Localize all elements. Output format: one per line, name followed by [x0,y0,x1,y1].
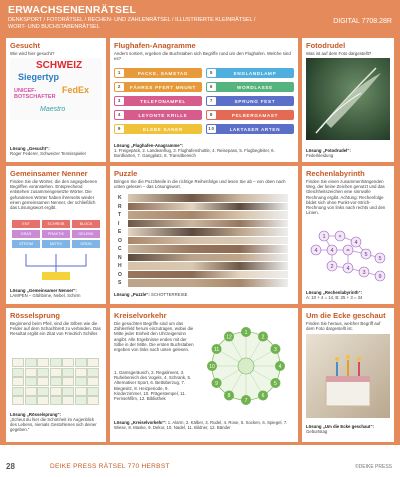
card-gesucht [6,38,106,162]
roessel-field [12,377,24,386]
anagram-number: 9 [115,125,124,133]
anagram-word: WORDLASSE [237,84,273,90]
anagram-number: 1 [115,69,124,77]
roessel-field [50,368,62,377]
labyrinth-node [343,245,353,255]
kreisel-node [212,344,222,354]
card-ecke [302,308,394,442]
roessel-field [62,396,74,405]
flug-title: Flughafen-Anagramme [114,41,196,50]
svg-text:5: 5 [378,256,382,262]
svg-text:8: 8 [227,393,231,400]
kreisel-node [270,344,280,354]
anagram-pill [114,96,202,106]
labyrinth-node [335,231,345,241]
anagram-number: 7 [207,97,216,105]
card-fotodrudel [302,38,394,162]
roessel-field [87,368,99,377]
puzzle-title: Puzzle [114,169,138,178]
page-subtitle: DENKSPORT / FOTORÄTSEL / RECHEN- UND ZAHLENRÄTSEL / ILLUSTRIERTE KLEINRÄTSEL / WORT- UND BUCHSTABENRÄTSEL [8,17,256,30]
roessel-field [37,358,49,367]
kreisel-node [224,332,234,342]
word-schweiz: SCHWEIZ [36,60,83,71]
puzzle-letter: S [118,280,122,286]
puzzle-answer: Lösung „Puzzle“: SCHOTTERREISE [114,292,188,297]
anagram-number: 8 [207,111,216,119]
page-footer [0,448,400,477]
puzzle-intro: Bringen Sie die Puzzleteile in die richtige Reihenfolge und lesen Sie ab – von oben nach unten gelesen – das Lösungswort. [114,179,286,190]
roessel-field [12,368,24,377]
anagram-pill [206,68,294,78]
svg-text:9: 9 [378,274,382,280]
nenner-arrows [12,220,100,282]
kreisel-node [207,361,217,371]
kreis-answer: Lösung „Kreiselvorkehr“: 1. Alarm, 2. Kälber, 3. Rudel, 4. Rose, 5. Socken, 6. Spiegel, 7. Wiese, 8. Maske, 9. Dekor, 10. Nadel, 11. Bildner, 12. Bänder [114,420,288,431]
anagram-number: 2 [115,83,124,91]
roessel-field [25,377,37,386]
magazine-name: DEIKE PRESS RÄTSEL 770 HERBST [50,463,170,470]
anagram-word: PELBERGAMAST [231,112,279,118]
puzzle-letter: H [118,263,122,269]
roessel-field [75,368,87,377]
roessel-field [25,387,37,396]
word-fedex: FedEx [62,85,90,95]
roessel-field [75,358,87,367]
anagram-word: SPRUNG FEST [234,98,276,104]
puzzle-letter: E [118,229,122,235]
kreisel-node [241,327,251,337]
svg-text:1: 1 [244,329,248,336]
roessel-field [62,358,74,367]
roessel-field [25,368,37,377]
labyrinth-node [311,245,321,255]
kreisel-node [241,395,251,405]
nenner-title: Gemeinsamer Nenner [10,169,88,178]
anagram-word: LAKTASER ARTEN [229,126,281,132]
gesucht-intro: Wie wird hier gesucht? [10,51,55,56]
ecke-title: Um die Ecke geschaut [306,311,386,320]
nenner-word: MOTIV [42,240,70,248]
svg-text:1: 1 [322,234,326,240]
anagram-pill [114,124,202,134]
roessel-field [12,358,24,367]
word-maestro: Maestro [40,106,66,113]
roessel-field [12,387,24,396]
page-header [8,4,392,34]
puzzle-letter: T [118,212,122,218]
anagram-word: ENGLANDLAMP [233,70,277,76]
puzzle-strip [128,220,288,228]
roessel-field [87,396,99,405]
anagram-word: ELSBE SANER [142,126,184,132]
svg-text:12: 12 [226,334,232,341]
roessel-field [37,396,49,405]
roessel-field [87,377,99,386]
svg-text:3: 3 [362,270,366,276]
rechen-answer: Lösung „Rechenlabyrinth“: A: 10 + 4 = 14, B: 25 + 3 = 34 [306,290,363,301]
svg-text:4: 4 [354,240,358,246]
svg-text:4: 4 [330,248,334,254]
foto-intro: Was ist auf dem Foto dargestellt? [306,51,372,56]
roessel-field [25,396,37,405]
roessel-field [62,377,74,386]
svg-text:5: 5 [274,380,277,387]
puzzle-strip [128,245,288,253]
anagram-pill [206,96,294,106]
puzzle-letter: I [118,220,120,227]
roessel-field [50,396,62,405]
flug-answer: Lösung „Flughafen-Anagramme“: 1. Freigepäck, 2. Landeanflug, 3. Flughafenshuttle, 4. Reisepass, 5. Flugbegleiter, 6. Bordkarten, 7. Gangplatz, 8. Transitbereich [114,143,275,159]
anagram-pill [114,110,202,120]
rechen-title: Rechenlabyrinth [306,169,365,178]
puzzle-strip [128,271,288,279]
labyrinth-node [359,267,369,277]
anagram-pill [206,82,294,92]
roessel-field [50,377,62,386]
labyrinth-node [375,271,385,281]
anagram-number: 6 [207,83,216,91]
card-nenner [6,166,106,304]
kreisel-node [258,390,268,400]
puzzle-letter: C [118,246,122,252]
roessel-field [62,387,74,396]
anagram-number: 4 [115,111,124,119]
roessel-field [50,387,62,396]
roessel-field [75,396,87,405]
puzzle-letter: O [118,237,122,244]
nenner-word: PRAKTIK [42,230,70,238]
svg-text:10: 10 [209,363,215,370]
labyrinth-node [361,249,371,259]
card-kreisel [110,308,298,442]
labyrinth-node [319,231,329,241]
ecke-intro: Finden Sie heraus, welcher Begriff auf dem Foto dargestellt ist. [306,321,381,332]
puzzle-letter: N [118,254,122,261]
roessel-field [12,396,24,405]
ecke-image [306,334,390,418]
roessel-field [75,387,87,396]
anagram-pill [206,110,294,120]
svg-text:4: 4 [346,266,350,272]
svg-text:9: 9 [215,380,218,387]
roessel-field [37,377,49,386]
roessel-field [87,387,99,396]
anagram-number: 3 [115,97,124,105]
kreis-clues: 1. Gamsgeräusch, 2. Regaliment, 3. Ruhebereich des Vogels, 4. Schrank, 5. Alternativer Sport, 6. Bettüberzug, 7. Biegesitz, 8. Heizperiode, 9. Kinderzimmer, 10. Prägestempel, 11. Fernsehfilm, 12. Bibliothek [114,370,192,402]
labyrinth-node [327,245,337,255]
card-rechen [302,166,394,304]
rechen-labyrinth [306,228,390,288]
puzzle-strip [128,254,288,262]
kreisel-node [224,390,234,400]
word-unicef: UNICEF-BOTSCHAFTER [14,88,56,100]
anagram-pill [114,68,202,78]
kreisel-diagram [198,318,294,414]
labyrinth-node [343,263,353,273]
roessel-field [75,377,87,386]
nenner-word: GRÜN [72,240,100,248]
puzzle-strip [128,228,288,236]
svg-text:×: × [338,234,342,240]
publisher: ©DEIKE PRESS [354,464,392,470]
foto-image [306,58,390,140]
puzzle-letter: K [118,195,122,201]
kreisel-node [270,378,280,388]
nenner-word: GRAS [12,230,40,238]
labyrinth-node [351,237,361,247]
kreisel-node [258,332,268,342]
puzzle-letter: R [118,203,122,210]
gesucht-word-cloud [10,58,102,120]
puzzle-strip [128,203,288,211]
feather-icon [306,58,390,140]
kreisel-node [212,378,222,388]
ecke-answer: Lösung „Um die Ecke geschaut“: Geburtstag [306,424,375,435]
anagram-number: 5 [207,69,216,77]
svg-text:2: 2 [261,334,265,341]
roessel-field [37,368,49,377]
svg-text:3: 3 [274,346,277,353]
foto-title: Fotodrudel [306,41,346,50]
puzzle-strip [128,211,288,219]
puzzle-strip [128,237,288,245]
nenner-word: ENT [12,220,40,228]
roessel-board [12,358,100,406]
puzzle-strip [128,279,288,287]
anagram-pill [206,124,294,134]
gesucht-answer: Lösung „Gesucht“: Roger Federer, Schweizer Tennisspieler [10,146,87,157]
gesucht-title: Gesucht [10,41,41,50]
svg-text:=: = [346,248,350,254]
nenner-answer: Lösung „Gemeinsamer Nenner“: LAMPEN – Glühbirne, Nebel, Schirm [10,288,81,299]
anagram-pill [114,82,202,92]
nenner-intro: Finden Sie die Wörter, die den angegebenen Begriffen voranstehen. Entsprechend entstehen zusammengesetzte Wörter. Die gefundenen Wörter haben ihrerseits wieder einen gemeinsamen Nenner, der schließlich das Lösungswort ergibt. [10,179,98,211]
anagram-word: FÄHRES PFERT MNUNT [130,84,196,90]
svg-text:11: 11 [213,346,220,353]
nenner-word: STROM [12,240,40,248]
roessel-title: Rösselsprung [10,311,61,320]
svg-text:4: 4 [314,248,318,254]
puzzle-letter: O [118,271,122,278]
roessel-field [37,387,49,396]
anagram-word: PACKE, SAMSTAG [137,70,189,76]
nenner-word: GELENK [72,230,100,238]
roessel-intro: Beginnend beim Pfeil, sind die Silben wie die Felder auf dem Schachbrett zu verbinden. Das Resultat ergibt ein Zitat von Friedrich Schiller. [10,321,101,337]
roessel-answer: Lösung „Rösselsprung“: „Scheut du hier die Schönheit im Augenblick des Lebens, niemals Gestohlenes sich deiner gegeben.“ [10,412,97,433]
nenner-diagram [12,220,100,282]
svg-text:4: 4 [278,363,282,370]
page-title: ERWACHSENENRÄTSEL [8,4,137,16]
anagram-number: 10 [208,126,215,131]
kreisel-node [275,361,285,371]
roessel-field [25,358,37,367]
card-puzzle [110,166,298,304]
anagram-word: TELEFONAMPEL [140,98,186,104]
word-siegertyp: Siegertyp [18,72,60,82]
svg-text:7: 7 [244,397,248,404]
flug-intro: Anders sortiert, ergeben die Buchstaben sich Begriffe rund um den Flughafen. Welche sind es? [114,51,291,62]
roessel-field [87,358,99,367]
card-roessel [6,308,106,442]
card-flughafen [110,38,298,162]
svg-text:6: 6 [261,393,265,400]
nenner-word: BLOCK [72,220,100,228]
issue-code: DIGITAL 7708.28R [333,18,392,25]
svg-text:5: 5 [364,252,368,258]
kreis-title: Kreiselvorkehr [114,311,167,320]
rechen-intro: Finden Sie einen zusammenhängenden Weg, der keine Zeichen genutzt und das Gleichheitszeichen eine sinnvolle Rechnung ergibt. Achtung: Rechenfolge bildet sich ohne Punkt-vor-Strich-Rechnung von links nach rechts und den Linien. [306,179,386,216]
puzzle-strip [128,194,288,202]
svg-text:2: 2 [330,264,334,270]
labyrinth-node [375,253,385,263]
nenner-word: SCHREIB [42,220,70,228]
cake-icon [306,334,390,418]
foto-answer: Lösung „Fotodrudel“: Federkleidung [306,148,351,159]
page-number: 28 [6,462,15,471]
roessel-field [50,358,62,367]
puzzle-strips [118,194,294,288]
puzzle-strip [128,262,288,270]
roessel-field [62,368,74,377]
kreis-intro: Die gesuchten Begriffe sind um das Zahlenfeld herum einzutragen, wobei die Mitte jeder Einheit den Uhrzeigersinn angibt. Alle Ergebnisse enden mit der Silbe in der Mitte. Die ersten Buchstaben ergeben von links nach unten gelesen. [114,321,194,353]
anagram-word: LEYONTE KRILLE [138,112,188,118]
labyrinth-node [327,261,337,271]
kreisel-center [238,358,254,374]
